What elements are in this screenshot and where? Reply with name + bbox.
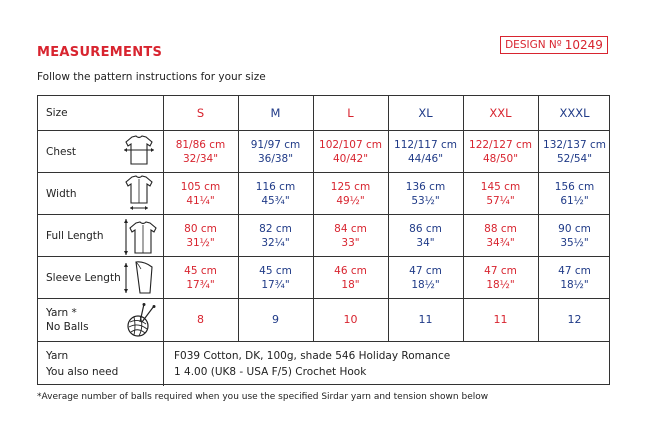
measure-cell (238, 215, 313, 256)
metric-value: 156 cm (554, 180, 595, 193)
metric-value: 122/127 cm (469, 138, 532, 151)
imperial-value: 52/54" (556, 152, 593, 165)
balls-label: No Balls (46, 321, 89, 333)
size-header-xxxl: XXXL (559, 106, 590, 120)
full-length-measure-icon (122, 217, 158, 261)
imperial-value: 44/46" (407, 152, 444, 165)
metric-value: 90 cm (558, 222, 591, 235)
measure-cell (388, 215, 463, 256)
imperial-value: 36/38" (257, 152, 294, 165)
row-label (46, 299, 89, 341)
imperial-value: 57¼" (486, 194, 515, 207)
imperial-value: 34¾" (486, 236, 515, 249)
balls-count: 9 (272, 313, 279, 326)
measure-cell (313, 131, 388, 172)
size-header-m: M (270, 106, 281, 120)
imperial-value: 45¾" (261, 194, 290, 207)
metric-value: 91/97 cm (250, 138, 301, 151)
imperial-value: 48/50" (482, 152, 519, 165)
imperial-value: 49½" (336, 194, 365, 207)
row-label (46, 342, 118, 386)
measure-cell (538, 215, 611, 256)
size-header-l: L (347, 106, 354, 120)
imperial-value: 34" (416, 236, 435, 249)
yarn-info-row (38, 341, 609, 386)
imperial-value: 18" (341, 278, 360, 291)
imperial-value: 17¾" (186, 278, 215, 291)
measurements-table (37, 95, 610, 385)
metric-value: 88 cm (484, 222, 517, 235)
metric-value: 102/107 cm (319, 138, 382, 151)
footnote: *Average number of balls required when you use the specified Sirdar yarn and tension shown below (37, 392, 489, 402)
imperial-value: 18½" (411, 278, 440, 291)
size-header-row (38, 96, 609, 130)
yarn-row-label: Yarn (46, 350, 69, 362)
metric-value: 45 cm (184, 264, 217, 277)
design-label: DESIGN Nº (505, 39, 562, 51)
yarn-ball-icon (124, 302, 158, 342)
width-measure-icon (122, 175, 156, 217)
metric-value: 125 cm (330, 180, 371, 193)
intro-text: Follow the pattern instructions for your size (37, 71, 266, 83)
measure-cell (313, 173, 388, 214)
balls-count: 10 (343, 313, 358, 326)
measure-cell (463, 131, 538, 172)
measure-cell (163, 215, 238, 256)
also-need-label: You also need (46, 366, 119, 378)
measure-row-sleeve-length (38, 256, 609, 298)
measure-cell (463, 173, 538, 214)
measure-cell (313, 215, 388, 256)
measure-cell (238, 257, 313, 298)
column-divider (163, 342, 164, 386)
row-label: Chest (46, 145, 77, 158)
row-label: Sleeve Length (46, 271, 121, 284)
row-label: Width (46, 187, 77, 200)
balls-count: 11 (493, 313, 508, 326)
yarn-balls-row (38, 298, 609, 341)
size-header-xl: XL (418, 106, 433, 120)
balls-count: 11 (418, 313, 433, 326)
imperial-value: 40/42" (332, 152, 369, 165)
measure-cell (163, 131, 238, 172)
metric-value: 86 cm (409, 222, 442, 235)
row-label: Full Length (46, 229, 104, 242)
metric-value: 47 cm (484, 264, 517, 277)
metric-value: 132/137 cm (543, 138, 606, 151)
imperial-value: 33" (341, 236, 360, 249)
imperial-value: 31½" (186, 236, 215, 249)
measure-cell (388, 173, 463, 214)
metric-value: 47 cm (558, 264, 591, 277)
size-header-s: S (196, 106, 205, 120)
imperial-value: 18½" (486, 278, 515, 291)
size-label: Size (46, 107, 68, 119)
hook-spec: 1 4.00 (UK8 - USA F/5) Crochet Hook (174, 366, 367, 378)
metric-value: 47 cm (409, 264, 442, 277)
measure-row-chest (38, 130, 609, 172)
measure-cell (163, 173, 238, 214)
metric-value: 105 cm (180, 180, 221, 193)
metric-value: 116 cm (255, 180, 296, 193)
measure-cell (538, 131, 611, 172)
metric-value: 80 cm (184, 222, 217, 235)
imperial-value: 18½" (560, 278, 589, 291)
measure-cell (538, 257, 611, 298)
imperial-value: 32¼" (261, 236, 290, 249)
chest-measure-icon (122, 133, 156, 171)
page-title: MEASUREMENTS (37, 45, 163, 60)
imperial-value: 32/34" (182, 152, 219, 165)
measure-cell (538, 173, 611, 214)
design-number: 10249 (564, 38, 603, 52)
size-header-xxl: XXL (489, 106, 512, 120)
metric-value: 45 cm (259, 264, 292, 277)
measure-cell (238, 131, 313, 172)
measure-cell (313, 257, 388, 298)
yarn-spec: F039 Cotton, DK, 100g, shade 546 Holiday Romance (174, 350, 451, 362)
metric-value: 112/117 cm (394, 138, 457, 151)
imperial-value: 35½" (560, 236, 589, 249)
metric-value: 82 cm (259, 222, 292, 235)
design-number-box (500, 36, 608, 54)
imperial-value: 53½" (411, 194, 440, 207)
balls-count: 12 (567, 313, 582, 326)
metric-value: 81/86 cm (175, 138, 226, 151)
sleeve-length-measure-icon (122, 259, 156, 301)
metric-value: 145 cm (480, 180, 521, 193)
measure-cell (238, 173, 313, 214)
yarn-label: Yarn * (46, 307, 77, 319)
measure-cell (163, 257, 238, 298)
imperial-value: 61½" (560, 194, 589, 207)
measure-row-width (38, 172, 609, 214)
imperial-value: 41¼" (186, 194, 215, 207)
measure-cell (463, 215, 538, 256)
metric-value: 46 cm (334, 264, 367, 277)
imperial-value: 17¾" (261, 278, 290, 291)
balls-count: 8 (197, 313, 204, 326)
measure-cell (388, 257, 463, 298)
measure-row-full-length (38, 214, 609, 256)
measure-cell (463, 257, 538, 298)
metric-value: 136 cm (405, 180, 446, 193)
yarn-details (174, 342, 450, 386)
metric-value: 84 cm (334, 222, 367, 235)
measure-cell (388, 131, 463, 172)
